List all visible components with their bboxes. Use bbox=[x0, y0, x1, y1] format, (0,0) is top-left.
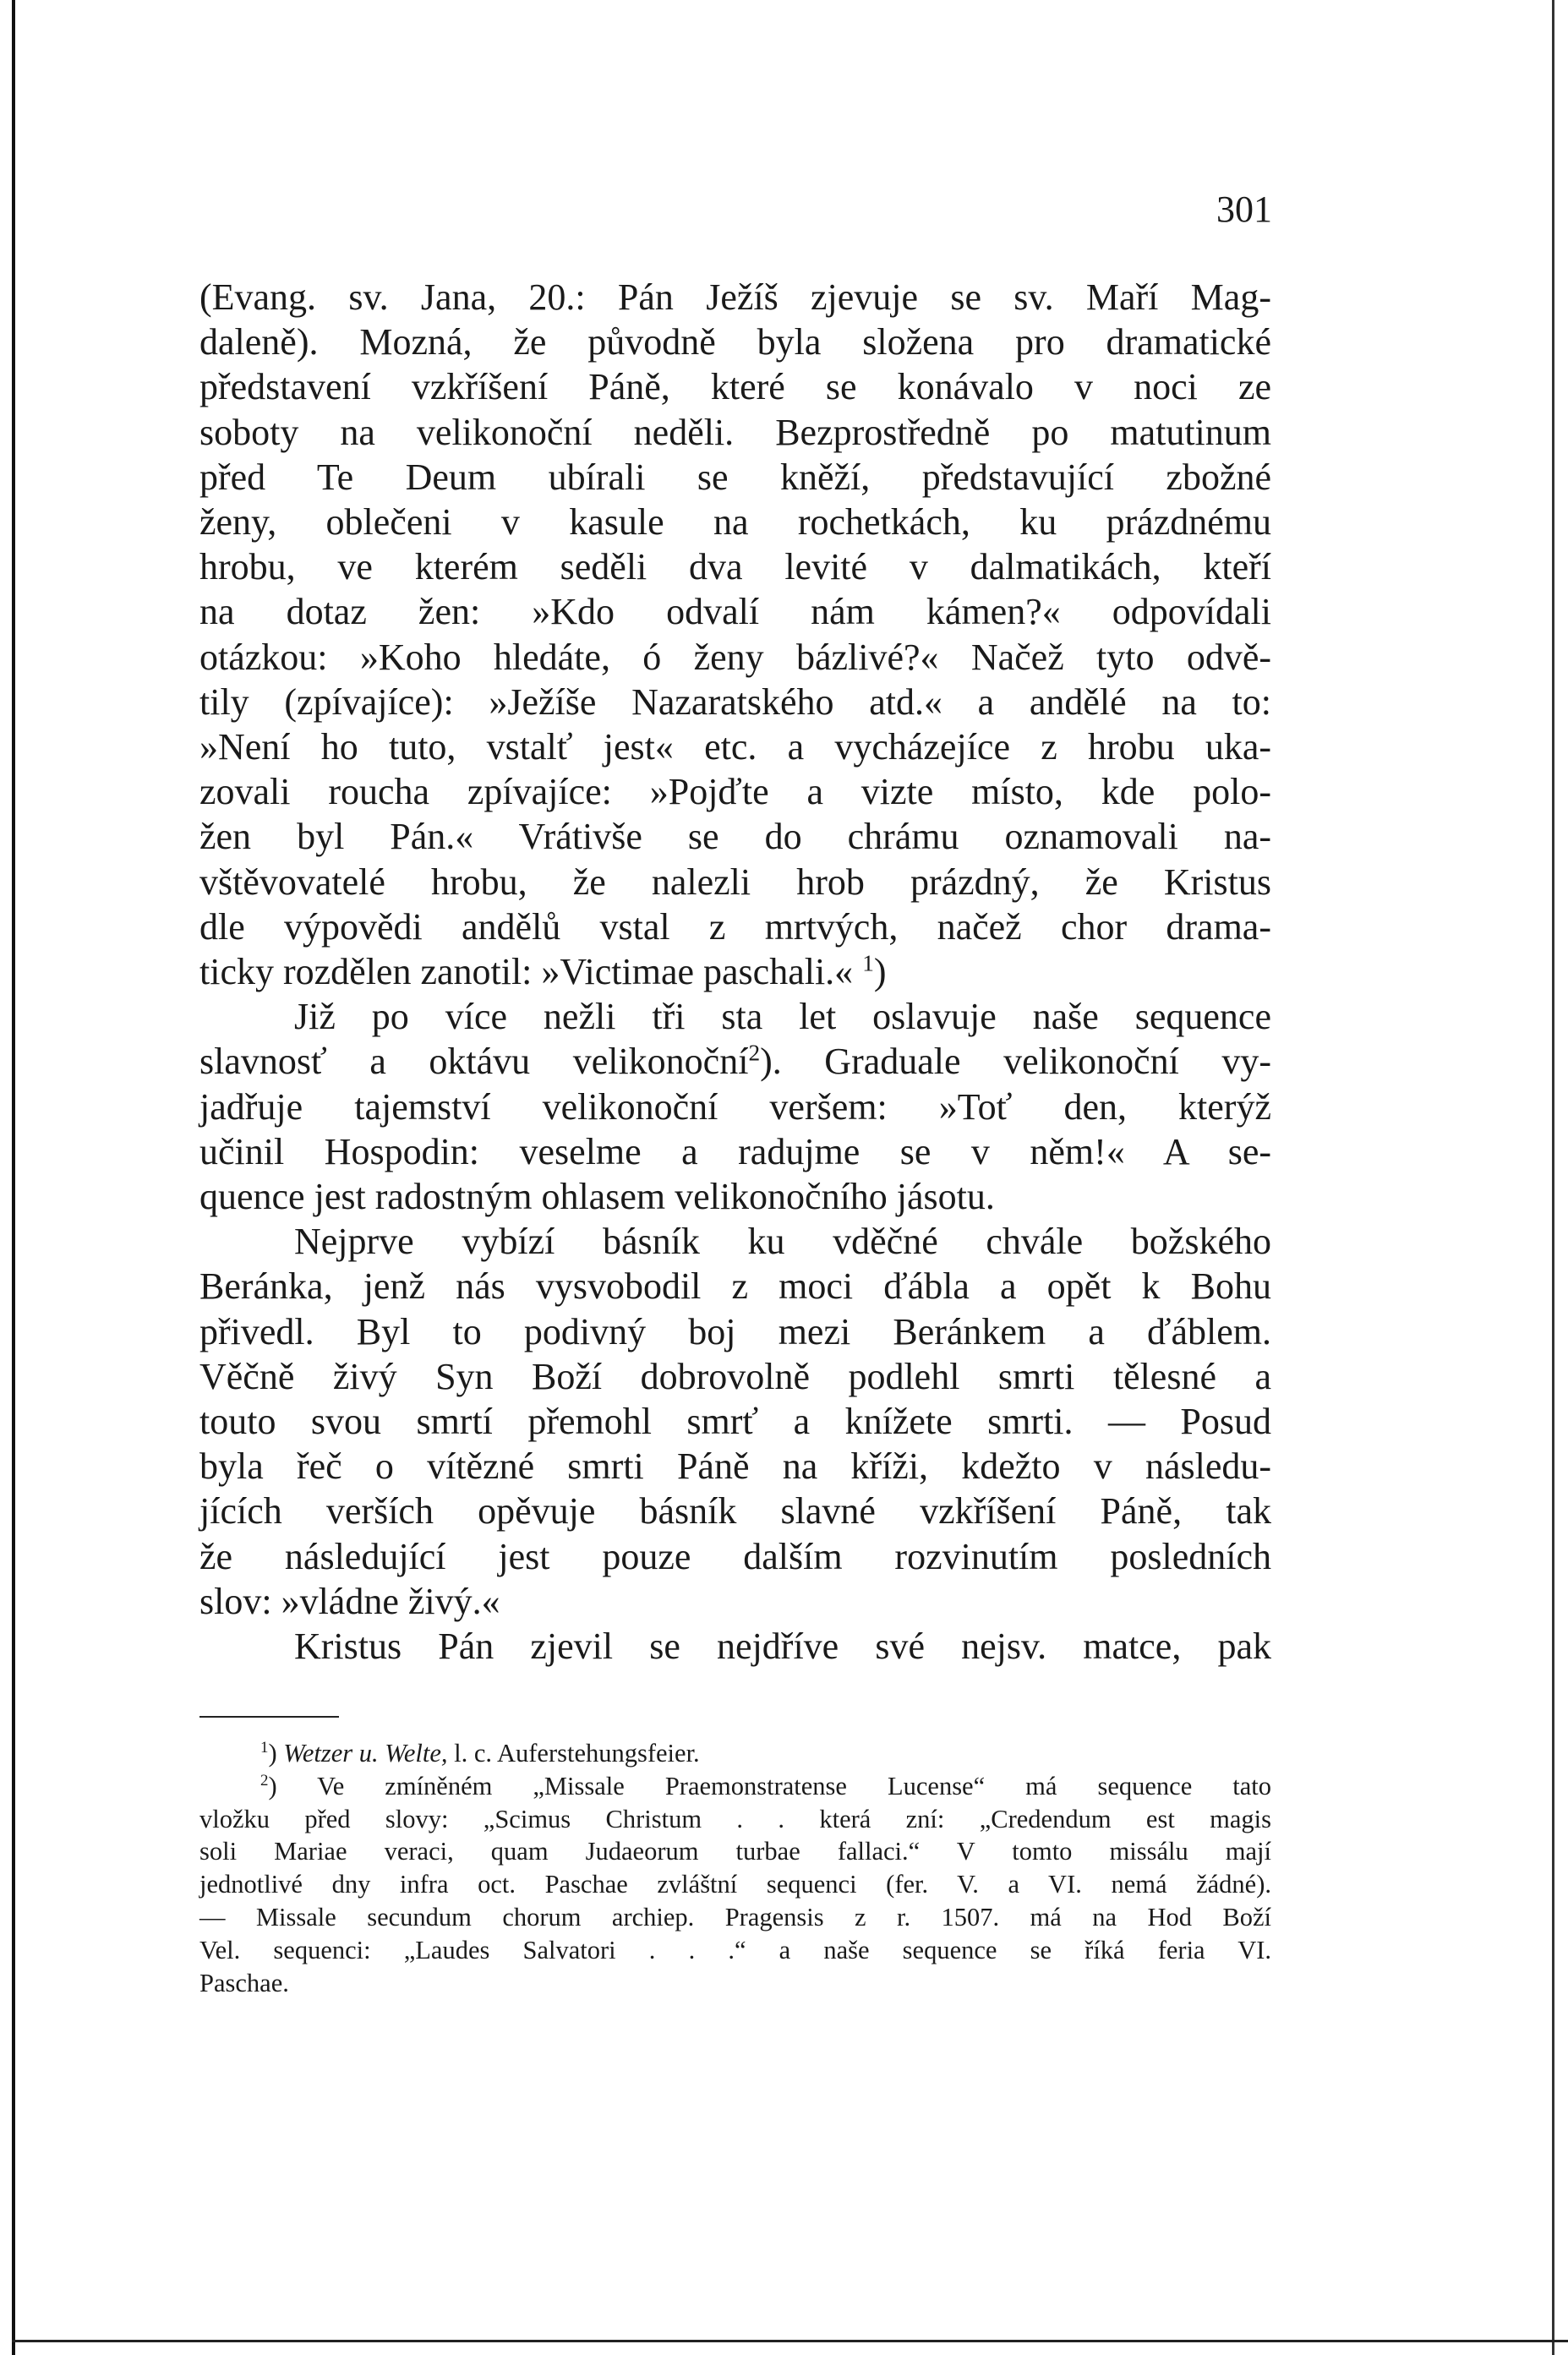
text-line bbox=[199, 949, 1271, 994]
text-line bbox=[199, 1039, 1271, 1084]
text-line: slov: »vládne živý.« bbox=[199, 1580, 500, 1622]
text-line: že následující jest pouze dalším rozvinutím posledních bbox=[199, 1535, 1271, 1577]
text-line-segment: ticky rozdělen zanotil: »Victimae paschali.« bbox=[199, 951, 854, 993]
text-line: Již po více nežli tři sta let oslavuje naše sequence bbox=[294, 996, 1271, 1038]
footnote-line: vložku před slovy: „Scimus Christum . . která zní: „Credendum est magis bbox=[199, 1804, 1271, 1833]
footnote-line: jednotlivé dny infra oct. Paschae zvláštní sequenci (fer. V. a VI. nemá žádné). bbox=[199, 1870, 1271, 1899]
text-line-segment: ). Graduale velikonoční vy- bbox=[760, 1041, 1271, 1083]
footnote-2 bbox=[199, 1770, 1271, 1803]
text-line-segment: slavnosť a oktávu velikonoční bbox=[199, 1041, 749, 1083]
text-line: ženy, oblečeni v kasule na rochetkách, ku prázdnému bbox=[199, 501, 1271, 544]
text-line: touto svou smrtí přemohl smrť a knížete smrti. — Posud bbox=[199, 1401, 1271, 1443]
footnote-text: ) Ve zmíněném „Missale Praemonstratense Lucense“ má sequence tato bbox=[268, 1771, 1271, 1800]
text-line: Kristus Pán zjevil se nejdříve své nejsv. matce, pak bbox=[294, 1626, 1271, 1668]
page-edge-bottom bbox=[12, 2340, 1568, 2342]
text-line: na dotaz žen: »Kdo odvalí nám kámen?« odpovídali bbox=[199, 591, 1271, 633]
text-line: přivedl. Byl to podivný boj mezi Beránkem a ďáblem. bbox=[199, 1310, 1271, 1352]
footnotes bbox=[199, 1737, 1271, 1999]
text-line: představení vzkříšení Páně, které se konávalo v noci ze bbox=[199, 366, 1271, 408]
footnote-1: $^1$) Wetzer u. Welte, l. c. Auferstehungsfeier. bbox=[260, 1738, 700, 1768]
text-line: otázkou: »Koho hledáte, ó ženy bázlivé?« Načež tyto odvě- bbox=[199, 636, 1271, 678]
page-edge-left bbox=[12, 0, 15, 2355]
footnote-reference: 2 bbox=[748, 1040, 761, 1066]
text-line: byla řeč o vítězné smrti Páně na kříži, kdežto v následu- bbox=[199, 1445, 1271, 1488]
main-text bbox=[199, 275, 1271, 1669]
text-line: jících verších opěvuje básník slavné vzkříšení Páně, tak bbox=[199, 1490, 1271, 1533]
text-line-segment: ) bbox=[873, 951, 887, 993]
text-line: učinil Hospodin: veselme a radujme se v něm!« A se- bbox=[199, 1130, 1271, 1172]
text-line: Věčně živý Syn Boží dobrovolně podlehl smrti tělesné a bbox=[199, 1355, 1271, 1397]
text-line: hrobu, ve kterém seděli dva levité v dalmatikách, kteří bbox=[199, 546, 1271, 588]
page-number: 301 bbox=[1216, 189, 1272, 230]
footnote-line: — Missale secundum chorum archiep. Pragensis z r. 1507. má na Hod Boží bbox=[199, 1902, 1271, 1932]
footnote-line: Paschae. bbox=[199, 1968, 289, 1997]
footnote-text: l. c. Auferstehungsfeier. bbox=[454, 1739, 700, 1768]
text-line: před Te Deum ubírali se kněží, představující zbožné bbox=[199, 456, 1271, 498]
text-line: daleně). Mozná, že původně byla složena pro dramatické bbox=[199, 321, 1271, 363]
footnote-mark: 2 bbox=[260, 1771, 269, 1789]
footnote-line: soli Mariae veraci, quam Judaeorum turbae fallaci.“ V tomto missálu mají bbox=[199, 1837, 1271, 1866]
footnote-mark: 1 bbox=[260, 1738, 269, 1757]
footnote-author: Wetzer u. Welte, bbox=[283, 1739, 448, 1768]
text-line: žen byl Pán.« Vrátivše se do chrámu oznamovali na- bbox=[199, 816, 1271, 858]
text-line: Beránka, jenž nás vysvobodil z moci ďábla a opět k Bohu bbox=[199, 1265, 1271, 1308]
text-line: quence jest radostným ohlasem velikonočního jásotu. bbox=[199, 1176, 995, 1218]
text-line: jadřuje tajemství velikonoční veršem: »Toť den, kterýž bbox=[199, 1085, 1271, 1128]
footnote-reference: 1 bbox=[862, 950, 874, 976]
footnote-rule bbox=[199, 1716, 339, 1718]
text-line: »Není ho tuto, vstalť jest« etc. a vycházejíce z hrobu uka- bbox=[199, 726, 1271, 768]
footnote-line: Vel. sequenci: „Laudes Salvatori . . .“ a naše sequence se říká feria VI. bbox=[199, 1935, 1271, 1964]
text-line: tily (zpívajíce): »Ježíše Nazaratského atd.« a andělé na to: bbox=[199, 680, 1271, 723]
text-line: dle výpovědi andělů vstal z mrtvých, načež chor drama- bbox=[199, 905, 1271, 948]
page-edge-right bbox=[1552, 0, 1554, 2355]
text-line: vštěvovatelé hrobu, že nalezli hrob prázdný, že Kristus bbox=[199, 861, 1271, 903]
text-line: zovali roucha zpívajíce: »Pojďte a vizte místo, kde polo- bbox=[199, 771, 1271, 813]
text-line: soboty na velikonoční neděli. Bezprostředně po matutinum bbox=[199, 411, 1271, 453]
text-line: Nejprve vybízí básník ku vděčné chvále božského bbox=[294, 1221, 1271, 1263]
text-line: (Evang. sv. Jana, 20.: Pán Ježíš zjevuje se sv. Maří Mag- bbox=[199, 276, 1271, 318]
